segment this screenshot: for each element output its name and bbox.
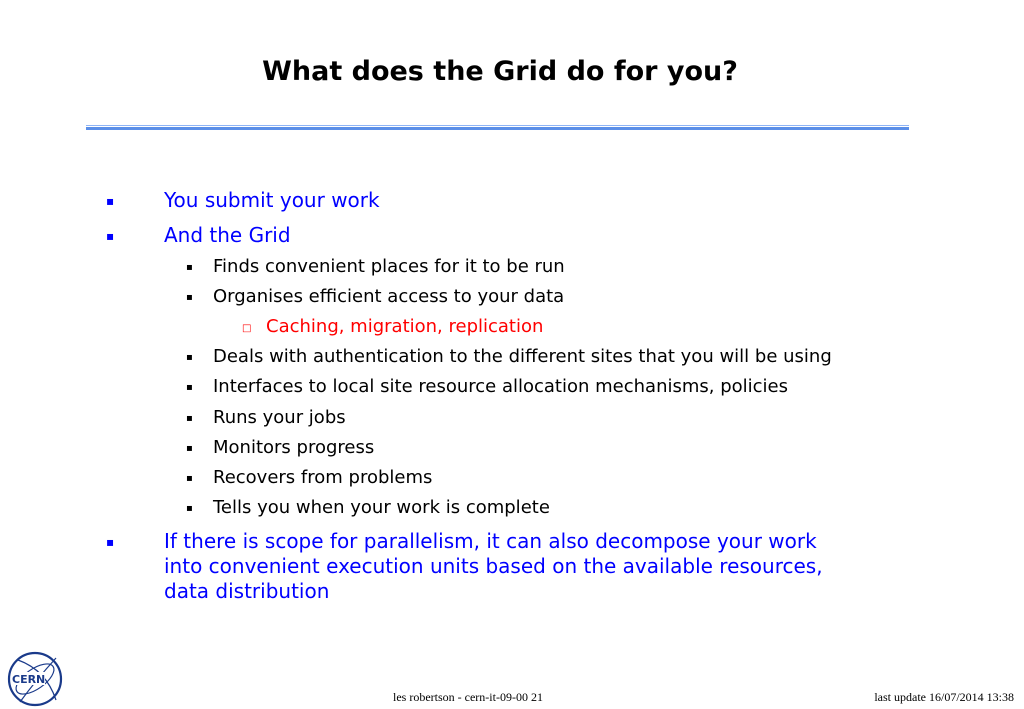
sub-bullet-finds-places: Finds convenient places for it to be run <box>213 256 565 277</box>
sub-bullet-marker: ▪ <box>186 473 193 484</box>
sub-bullet-marker: ▪ <box>186 352 193 363</box>
footer-last-update: last update 16/07/2014 13:38 <box>874 690 1014 704</box>
bullet-parallelism-line3: data distribution <box>164 579 330 603</box>
bullet-parallelism-line1: If there is scope for parallelism, it can also decompose your work <box>164 529 817 553</box>
sub-sub-bullet-caching: Caching, migration, replication <box>266 316 544 337</box>
bullet-and-the-grid: And the Grid <box>164 223 291 247</box>
sub-bullet-monitors: Monitors progress <box>213 437 375 458</box>
sub-bullet-marker: ▪ <box>186 382 193 393</box>
bullet-marker: ▪ <box>106 194 115 208</box>
bullet-you-submit: You submit your work <box>164 188 380 212</box>
sub-bullet-interfaces: Interfaces to local site resource allocation mechanisms, policies <box>213 376 788 397</box>
bullet-marker: ▪ <box>106 535 115 549</box>
sub-bullet-organises-access: Organises efficient access to your data <box>213 286 565 307</box>
sub-bullet-recovers: Recovers from problems <box>213 467 433 488</box>
sub-bullet-marker: ▪ <box>186 292 193 303</box>
cern-logo <box>6 650 64 708</box>
sub-sub-bullet-marker: □ <box>242 323 252 334</box>
title-divider <box>86 125 909 130</box>
sub-bullet-marker: ▪ <box>186 503 193 514</box>
cern-logo-text: CERN <box>12 673 46 686</box>
sub-bullet-marker: ▪ <box>186 443 193 454</box>
bullet-parallelism-line2: into convenient execution units based on the available resources, <box>164 554 823 578</box>
footer-slide-info: les robertson - cern-it-09-00 21 <box>393 690 543 704</box>
sub-bullet-marker: ▪ <box>186 262 193 273</box>
sub-bullet-tells-you: Tells you when your work is complete <box>213 497 550 518</box>
slide-title: What does the Grid do for you? <box>262 56 738 87</box>
bullet-marker: ▪ <box>106 229 115 243</box>
sub-bullet-authentication: Deals with authentication to the different sites that you will be using <box>213 346 832 367</box>
sub-bullet-runs-jobs: Runs your jobs <box>213 407 346 428</box>
sub-bullet-marker: ▪ <box>186 413 193 424</box>
